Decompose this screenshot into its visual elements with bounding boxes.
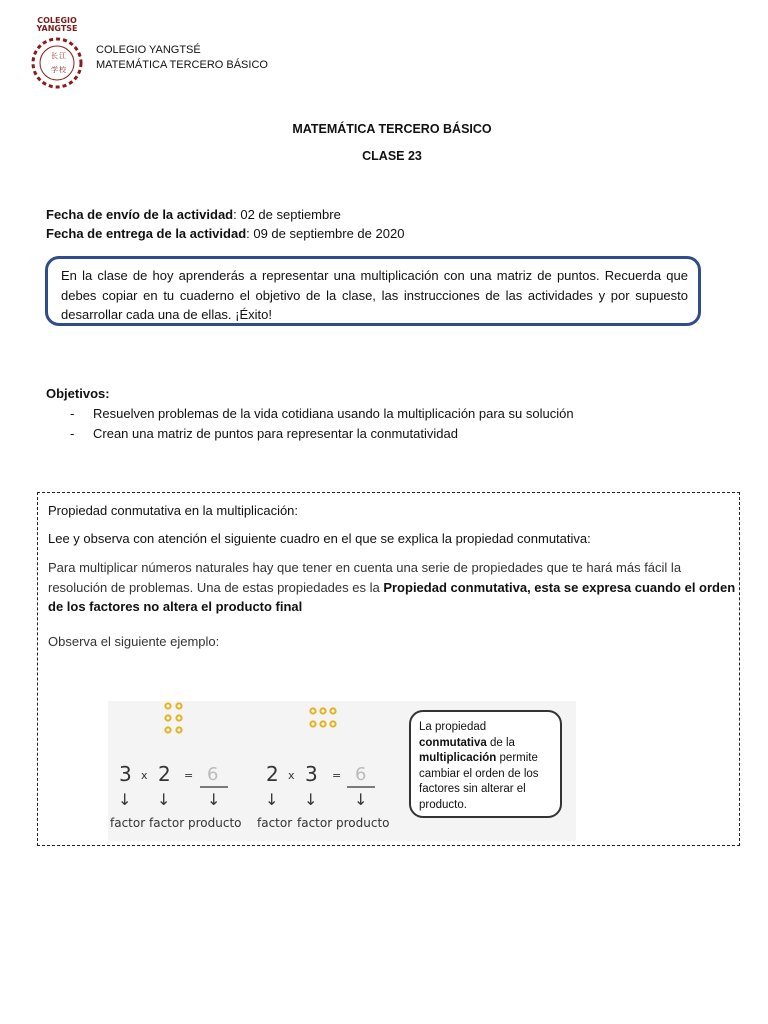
box-instruction: Lee y observa con atención el siguiente cuadro en el que se explica la propiedad conmutativa: xyxy=(48,531,591,546)
due-date-label: Fecha de entrega de la actividad xyxy=(46,226,247,241)
school-logo xyxy=(26,14,88,92)
eq1-operator: x xyxy=(141,769,148,782)
svg-text:江: 江 xyxy=(59,52,66,60)
note-text-3: permite cambiar el orden de los factores sin alterar el producto. xyxy=(419,752,539,811)
label-factor: factor xyxy=(297,816,333,830)
example-prompt: Observa el siguiente ejemplo: xyxy=(48,634,220,649)
send-date-label: Fecha de envío de la actividad xyxy=(46,207,234,222)
eq2-factor-b: 3 xyxy=(305,762,318,786)
due-date-value: : 09 de septiembre de 2020 xyxy=(246,226,405,241)
definition-note xyxy=(409,710,562,818)
label-product: producto xyxy=(188,816,242,830)
objective-item: - Crean una matriz de puntos para representar la conmutatividad xyxy=(46,424,574,444)
eq1-equals: = xyxy=(184,769,194,782)
due-date xyxy=(46,224,404,243)
svg-text:校: 校 xyxy=(59,66,66,74)
svg-text:YANGTSE: YANGTSE xyxy=(36,24,78,33)
arrow: ↓ xyxy=(265,790,279,809)
arrow: ↓ xyxy=(118,790,132,809)
arrow: ↓ xyxy=(157,790,171,809)
note-bold-1: conmutativa xyxy=(419,736,487,749)
activity-dates xyxy=(46,205,404,243)
example-figure xyxy=(108,701,576,841)
label-factor: factor xyxy=(257,816,293,830)
explanation-text: Para multiplicar números naturales hay que tener en cuenta una serie de propiedades que te hará más fácil la resolución de problemas. Una de estas propiedades es la xyxy=(48,560,682,595)
eq1-result: 6 xyxy=(207,764,219,785)
objective-item: - Resuelven problemas de la vida cotidiana usando la multiplicación para su solución xyxy=(46,404,574,424)
eq2-result: 6 xyxy=(355,764,367,785)
note-text-2: de la xyxy=(489,736,515,749)
eq1-factor-b: 2 xyxy=(158,762,171,786)
class-number: CLASE 23 xyxy=(362,149,422,163)
arrow: ↓ xyxy=(304,790,318,809)
intro-box: En la clase de hoy aprenderás a representar una multiplicación con una matriz de puntos. Recuerda que debes copiar en tu cuaderno el objetivo de la clase, las instrucciones de las actividades y por supuesto desarrollar cada una de ellas. ¡Éxito! xyxy=(45,256,701,326)
send-date xyxy=(46,205,404,224)
school-name: COLEGIO YANGTSÉ xyxy=(96,44,201,56)
objectives-title: Objetivos: xyxy=(46,386,110,401)
multiplication-examples xyxy=(108,701,408,841)
svg-text:COLEGIO: COLEGIO xyxy=(37,16,77,25)
send-date-value: : 02 de septiembre xyxy=(233,207,341,222)
label-factor: factor xyxy=(110,816,146,830)
svg-text:长: 长 xyxy=(51,52,58,60)
explanation-bold: Propiedad conmutativa, esta se expresa cuando el orden de los factores no altera el producto final xyxy=(48,579,736,614)
school-subject: MATEMÁTICA TERCERO BÁSICO xyxy=(96,59,268,71)
label-product: producto xyxy=(336,816,390,830)
objectives-list xyxy=(46,404,574,444)
svg-text:学: 学 xyxy=(51,66,58,74)
arrow: ↓ xyxy=(207,790,221,809)
eq2-factor-a: 2 xyxy=(266,762,279,786)
label-factor: factor xyxy=(149,816,185,830)
eq1-factor-a: 3 xyxy=(119,762,132,786)
objectives xyxy=(46,384,574,444)
note-text-1: La propiedad xyxy=(419,721,487,733)
box-heading: Propiedad conmutativa en la multiplicación: xyxy=(48,503,299,518)
dot-matrix-left xyxy=(165,703,181,732)
eq2-equals: = xyxy=(332,769,342,782)
eq2-operator: x xyxy=(288,769,295,782)
document-title: MATEMÁTICA TERCERO BÁSICO xyxy=(292,122,492,136)
note-bold-2: multiplicación xyxy=(419,752,497,764)
arrow: ↓ xyxy=(354,790,368,809)
dot-matrix-right xyxy=(310,708,335,726)
box-explanation xyxy=(48,558,738,617)
school-info xyxy=(96,43,268,73)
